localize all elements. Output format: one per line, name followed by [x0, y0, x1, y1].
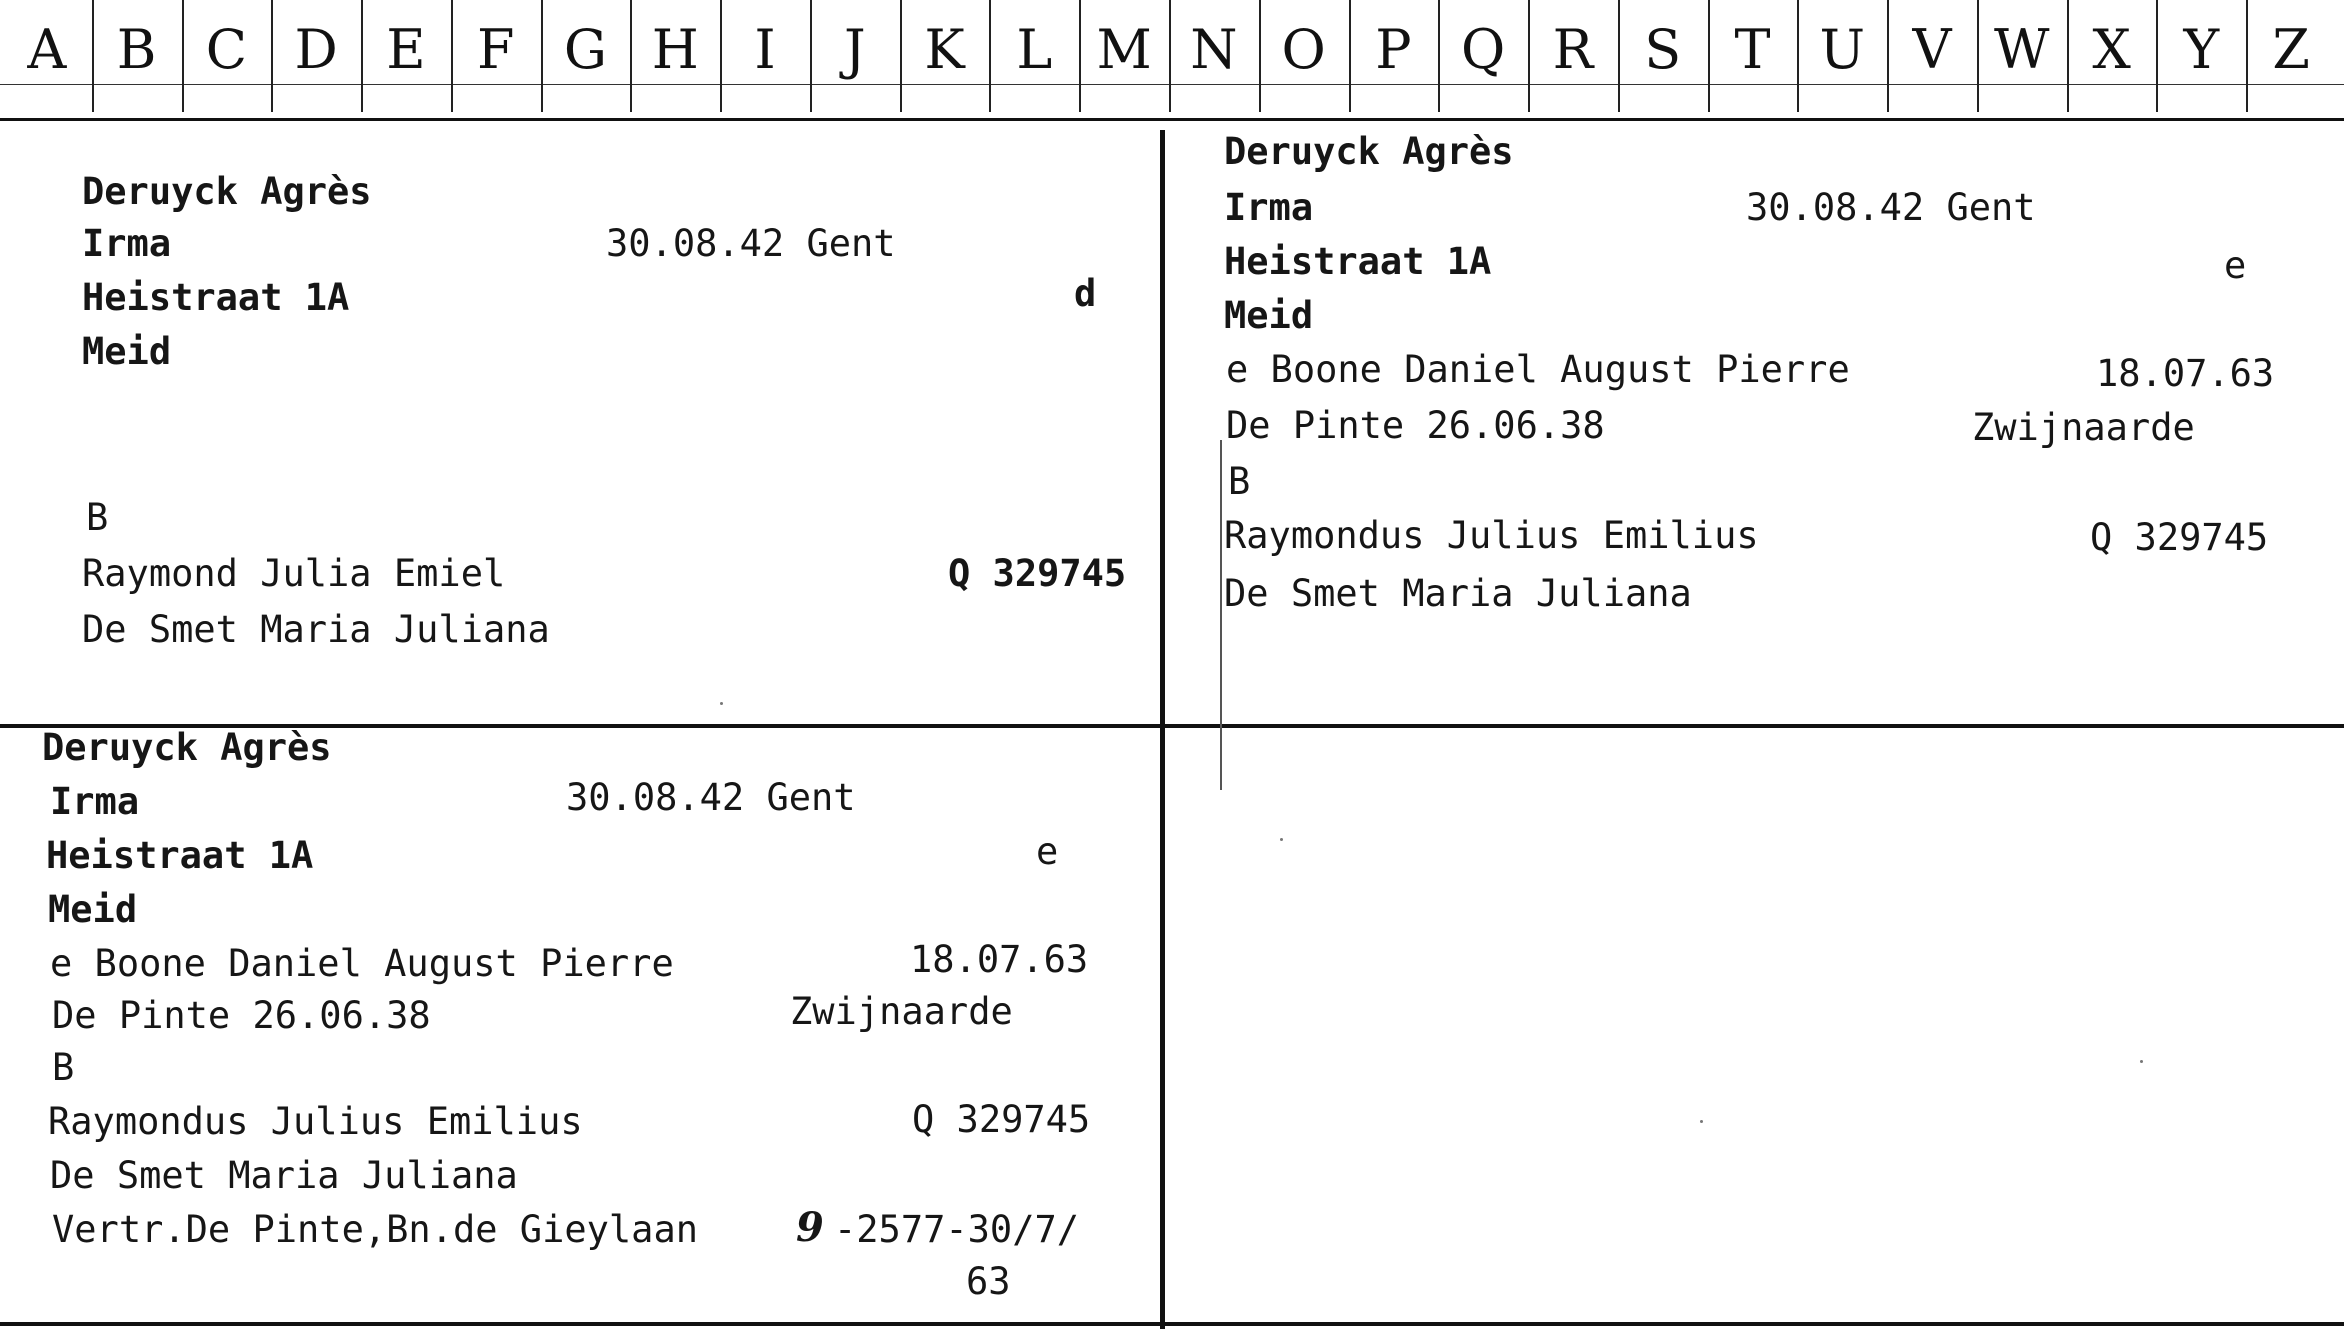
index-letter: R	[1552, 18, 1594, 81]
index-letter: C	[205, 18, 248, 81]
index-divider	[271, 0, 273, 112]
card-given-name: Irma	[82, 222, 172, 265]
index-divider	[1169, 0, 1171, 112]
index-letter: T	[1734, 18, 1771, 81]
card-birth-date-place: 30.08.42 Gent	[566, 776, 856, 819]
card-mother: De Smet Maria Juliana	[1224, 572, 1692, 615]
card-register-number: Q 329745	[2090, 516, 2269, 559]
index-divider	[2156, 0, 2158, 112]
index-divider	[541, 0, 543, 112]
card-surname: Deruyck Agrès	[42, 726, 332, 769]
card-departure-note: Vertr.De Pinte,Bn.de Gieylaan	[52, 1208, 699, 1251]
index-letter: N	[1190, 18, 1238, 81]
card-surname: Deruyck Agrès	[1224, 130, 1514, 173]
index-divider	[989, 0, 991, 112]
card-birth-date-place: 30.08.42 Gent	[606, 222, 896, 265]
index-letter: Y	[2183, 18, 2220, 81]
index-divider	[1887, 0, 1889, 112]
card-occupation: Meid	[1224, 294, 1314, 337]
card-marriage-date: 18.07.63	[2096, 352, 2275, 395]
index-letter: J	[843, 18, 866, 81]
card-edge-line	[1220, 440, 1222, 790]
index-letter: M	[1096, 18, 1152, 81]
scan-speck	[1280, 838, 1283, 841]
index-letter: F	[476, 18, 515, 81]
index-letter: L	[1016, 18, 1053, 81]
index-divider	[900, 0, 902, 112]
index-letter: P	[1375, 18, 1412, 81]
card-birth-date-place: 30.08.42 Gent	[1746, 186, 2036, 229]
index-letter: H	[651, 18, 699, 81]
card-register-number: Q 329745	[948, 552, 1127, 595]
card-status-mark: d	[1074, 272, 1097, 315]
index-divider	[1797, 0, 1799, 112]
index-divider	[361, 0, 363, 112]
card-given-name: Irma	[1224, 186, 1314, 229]
card-departure-year: 63	[966, 1260, 1011, 1303]
card-address: Heistraat 1A	[82, 276, 350, 319]
grid-horizontal-divider	[0, 724, 2344, 728]
card-departure-mark: 9	[796, 1204, 824, 1251]
card-category: B	[86, 496, 109, 539]
card-register-number: Q 329745	[912, 1098, 1091, 1141]
index-divider	[2067, 0, 2069, 112]
card-father: Raymondus Julius Emilius	[48, 1100, 583, 1143]
index-letter: X	[2092, 18, 2131, 81]
index-divider	[1349, 0, 1351, 112]
index-letter: E	[386, 18, 426, 81]
scan-speck	[1700, 1120, 1703, 1123]
alphabet-index-strip	[0, 0, 2344, 121]
grid-vertical-divider	[1160, 130, 1165, 1329]
card-address: Heistraat 1A	[1224, 240, 1492, 283]
card-marriage-date: 18.07.63	[910, 938, 1089, 981]
card-given-name: Irma	[50, 780, 140, 823]
card-category: B	[52, 1046, 75, 1089]
index-divider	[1618, 0, 1620, 112]
index-letter: K	[924, 18, 965, 81]
card-spouse-birth: De Pinte 26.06.38	[52, 994, 431, 1037]
index-letter: W	[1994, 18, 2050, 81]
card-spouse-birth: De Pinte 26.06.38	[1226, 404, 1605, 447]
index-divider	[182, 0, 184, 112]
card-occupation: Meid	[48, 888, 138, 931]
card-status-mark: e	[2224, 244, 2247, 287]
index-divider	[2246, 0, 2248, 112]
index-divider	[720, 0, 722, 112]
card-marriage-place: Zwijnaarde	[790, 990, 1013, 1033]
index-letter: I	[754, 18, 776, 81]
index-divider	[630, 0, 632, 112]
card-mother: De Smet Maria Juliana	[82, 608, 550, 651]
index-letter: Q	[1461, 18, 1506, 81]
index-divider	[1259, 0, 1261, 112]
index-divider	[810, 0, 812, 112]
grid-bottom-border	[0, 1322, 2344, 1326]
index-divider	[1977, 0, 1979, 112]
index-divider	[92, 0, 94, 112]
card-surname: Deruyck Agrès	[82, 170, 372, 213]
index-letter: V	[1912, 18, 1952, 81]
card-father: Raymondus Julius Emilius	[1224, 514, 1759, 557]
index-divider	[1528, 0, 1530, 112]
index-letter: G	[563, 18, 608, 81]
index-divider	[1438, 0, 1440, 112]
index-divider	[1079, 0, 1081, 112]
index-letter: D	[294, 18, 338, 81]
index-letter: S	[1644, 18, 1682, 81]
index-divider	[1708, 0, 1710, 112]
card-address: Heistraat 1A	[46, 834, 314, 877]
card-marriage-place: Zwijnaarde	[1972, 406, 2195, 449]
card-departure-ref: -2577-30/7/	[834, 1208, 1080, 1251]
card-category: B	[1228, 460, 1251, 503]
card-father: Raymond Julia Emiel	[82, 552, 506, 595]
card-status-mark: e	[1036, 830, 1059, 873]
card-spouse: e Boone Daniel August Pierre	[50, 942, 674, 985]
card-spouse: e Boone Daniel August Pierre	[1226, 348, 1850, 391]
index-letter: O	[1281, 18, 1326, 81]
index-letter: A	[27, 18, 67, 81]
scan-speck	[2140, 1060, 2143, 1063]
card-mother: De Smet Maria Juliana	[50, 1154, 518, 1197]
card-occupation: Meid	[82, 330, 172, 373]
index-letter: U	[1819, 18, 1866, 81]
index-letter: Z	[2272, 18, 2310, 81]
index-letter: B	[116, 18, 157, 81]
index-divider	[451, 0, 453, 112]
scan-speck	[720, 702, 723, 705]
